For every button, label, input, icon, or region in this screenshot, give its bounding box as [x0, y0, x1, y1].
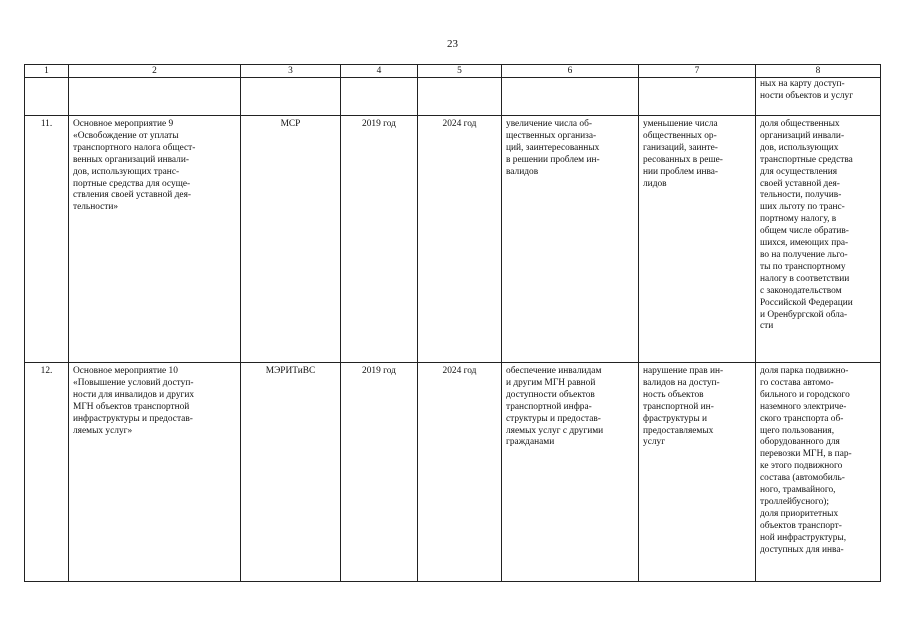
header-cell: 7 [639, 65, 756, 78]
header-cell: 6 [502, 65, 639, 78]
page-number: 23 [447, 38, 458, 50]
table-row [25, 116, 881, 363]
table-row [25, 363, 881, 582]
header-cell: 3 [241, 65, 341, 78]
start-year: 2019 год [341, 116, 418, 363]
executor: МЭРИТиВС [241, 363, 341, 582]
header-cell: 4 [341, 65, 418, 78]
header-cell: 1 [25, 65, 69, 78]
expected-result: увеличение числа об- щественных организа- ций, заинтересованных в решении проблем ин- валидов [502, 116, 639, 363]
row-number: 11. [25, 116, 69, 363]
continuation-row [25, 78, 881, 116]
header-cell: 2 [69, 65, 241, 78]
consequence: нарушение прав ин- валидов на доступ- ность объектов транспортной ин- фраструктуры и предоставляемых услуг [639, 363, 756, 582]
row-number: 12. [25, 363, 69, 582]
expected-result: обеспечение инвалидам и другим МГН равной доступности объектов транспортной инфра- структуры и предостав- ляемых услуг с другими гражданами [502, 363, 639, 582]
indicator: доля общественных организаций инвали- дов, использующих транспортные средства для осуществления своей уставной дея- тельности, получив- ших льготу по транс- портному налогу, в общем числе обратив- шихся, имеющих пра- во на получение льго- ты по транспортному налогу в соответствии с законодательством Российской Федерации и Оренбургской обла- сти [756, 116, 881, 363]
measures-table [24, 64, 881, 582]
executor: МСР [241, 116, 341, 363]
end-year: 2024 год [418, 116, 502, 363]
start-year: 2019 год [341, 363, 418, 582]
continuation-indicator: ных на карту доступ- ности объектов и услуг [756, 78, 881, 116]
consequence: уменьшение числа общественных ор- ганизаций, заинте- ресованных в реше- нии проблем инва- лидов [639, 116, 756, 363]
end-year: 2024 год [418, 363, 502, 582]
header-cell: 5 [418, 65, 502, 78]
header-cell: 8 [756, 65, 881, 78]
measure-name: Основное мероприятие 9 «Освобождение от уплаты транспортного налога общест- венных организаций инвали- дов, использующих транс- портные средства для осуще- ствления своей уставной дея- тельности» [69, 116, 241, 363]
table-header-row [25, 65, 881, 78]
measure-name: Основное мероприятие 10 «Повышение условий доступ- ности для инвалидов и других МГН объектов транспортной инфраструктуры и предостав- ляемых услуг» [69, 363, 241, 582]
indicator: доля парка подвижно- го состава автомо- бильного и городского наземного электриче- ского транспорта об- щего пользования, оборудованного для перевозки МГН, в пар- ке этого подвижного состава (автомобиль- ного, трамвайного, троллейбусного); доля приоритетных объектов транспорт- ной инфраструктуры, доступных для инва- [756, 363, 881, 582]
